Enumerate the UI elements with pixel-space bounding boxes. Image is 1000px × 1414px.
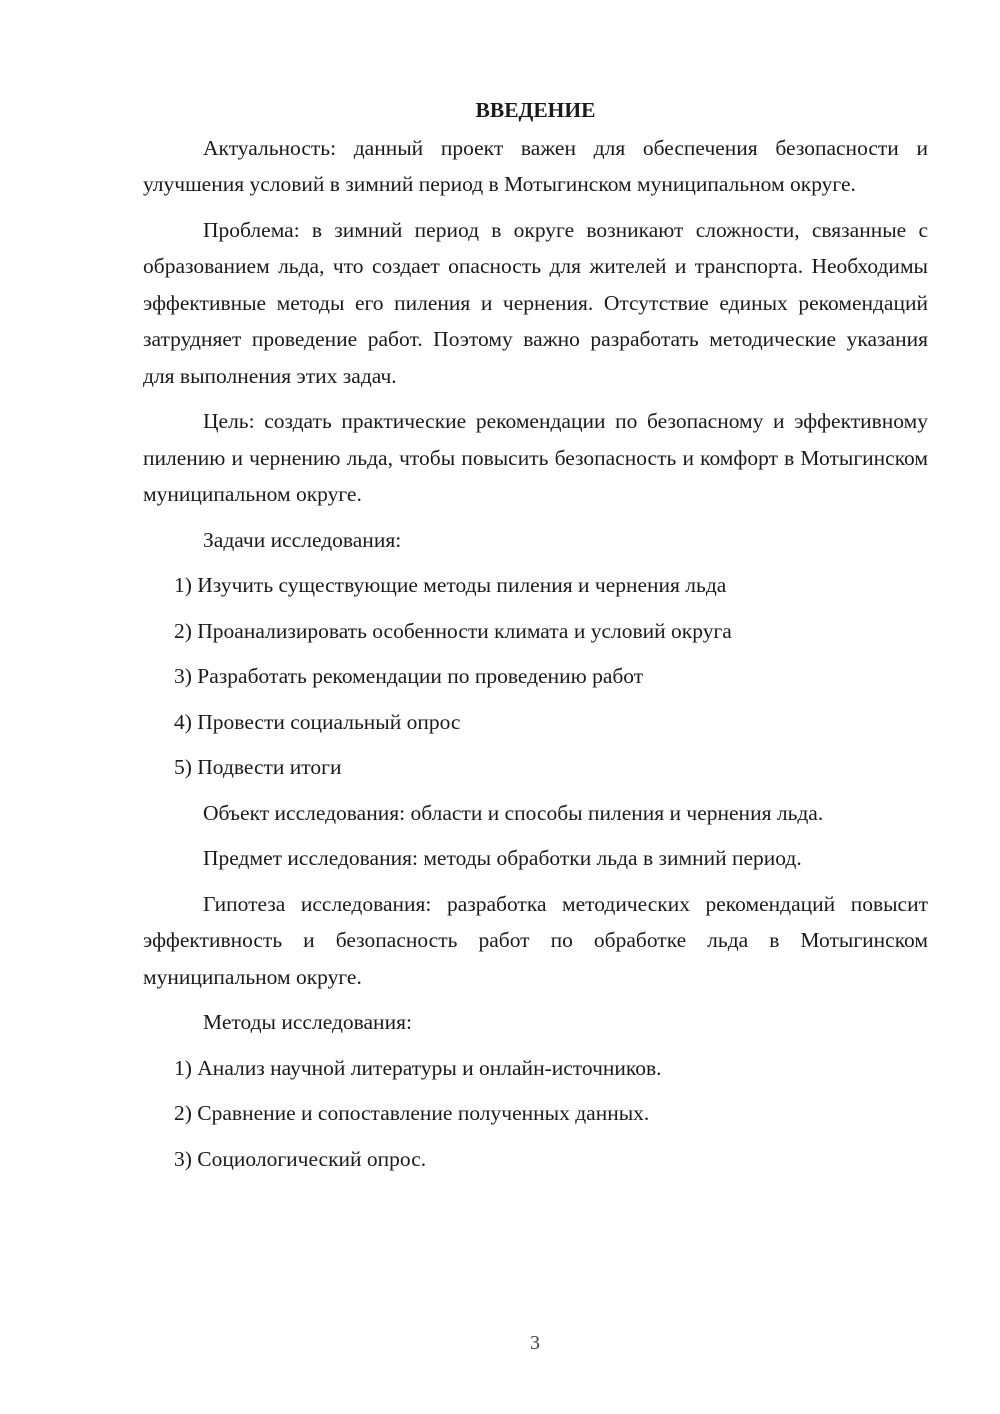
document-title: ВВЕДЕНИЕ (475, 98, 596, 122)
method-item: 1) Анализ научной литературы и онлайн-источников. (174, 1055, 662, 1080)
goal-paragraph: Цель: создать практические рекомендации по безопасному и эффективному пилению и чернению льда, чтобы повысить безопасность и комфорт в Мотыгинском муниципальном округе. (143, 409, 928, 506)
task-item: 2) Проанализировать особенности климата и условий округа (174, 618, 732, 643)
method-item: 3) Социологический опрос. (174, 1146, 427, 1171)
problem-paragraph: Проблема: в зимний период в округе возникают сложности, связанные с образованием льда, что создает опасность для жителей и транспорта. Необходимы эффективные методы его пиления и чернения. Отсутствие единых рекомендаций затрудняет проведение работ. Поэтому важно разработать методические указания для выполнения этих задач. (143, 217, 928, 388)
methods-heading: Методы исследования: (203, 1010, 412, 1034)
relevance-paragraph: Актуальность: данный проект важен для обеспечения безопасности и улучшения условий в зимний период в Мотыгинском муниципальном округе. (143, 135, 928, 196)
task-item: 4) Провести социальный опрос (174, 709, 461, 734)
document-body (143, 92, 928, 1186)
task-item: 1) Изучить существующие методы пиления и чернения льда (174, 573, 727, 597)
method-item: 2) Сравнение и сопоставление полученных данных. (174, 1101, 650, 1125)
page-number: 3 (530, 1332, 540, 1354)
task-item: 5) Подвести итоги (174, 755, 342, 779)
subject-paragraph: Предмет исследования: методы обработки льда в зимний период. (203, 846, 802, 870)
tasks-list (143, 567, 928, 786)
task-item: 3) Разработать рекомендации по проведению работ (174, 664, 644, 688)
hypothesis-paragraph: Гипотеза исследования: разработка методических рекомендаций повысит эффективность и безопасность работ по обработке льда в Мотыгинском муниципальном округе. (143, 891, 928, 989)
tasks-heading: Задачи исследования: (203, 527, 402, 552)
object-paragraph: Объект исследования: области и способы пиления и чернения льда. (203, 800, 824, 825)
methods-list (143, 1050, 928, 1178)
